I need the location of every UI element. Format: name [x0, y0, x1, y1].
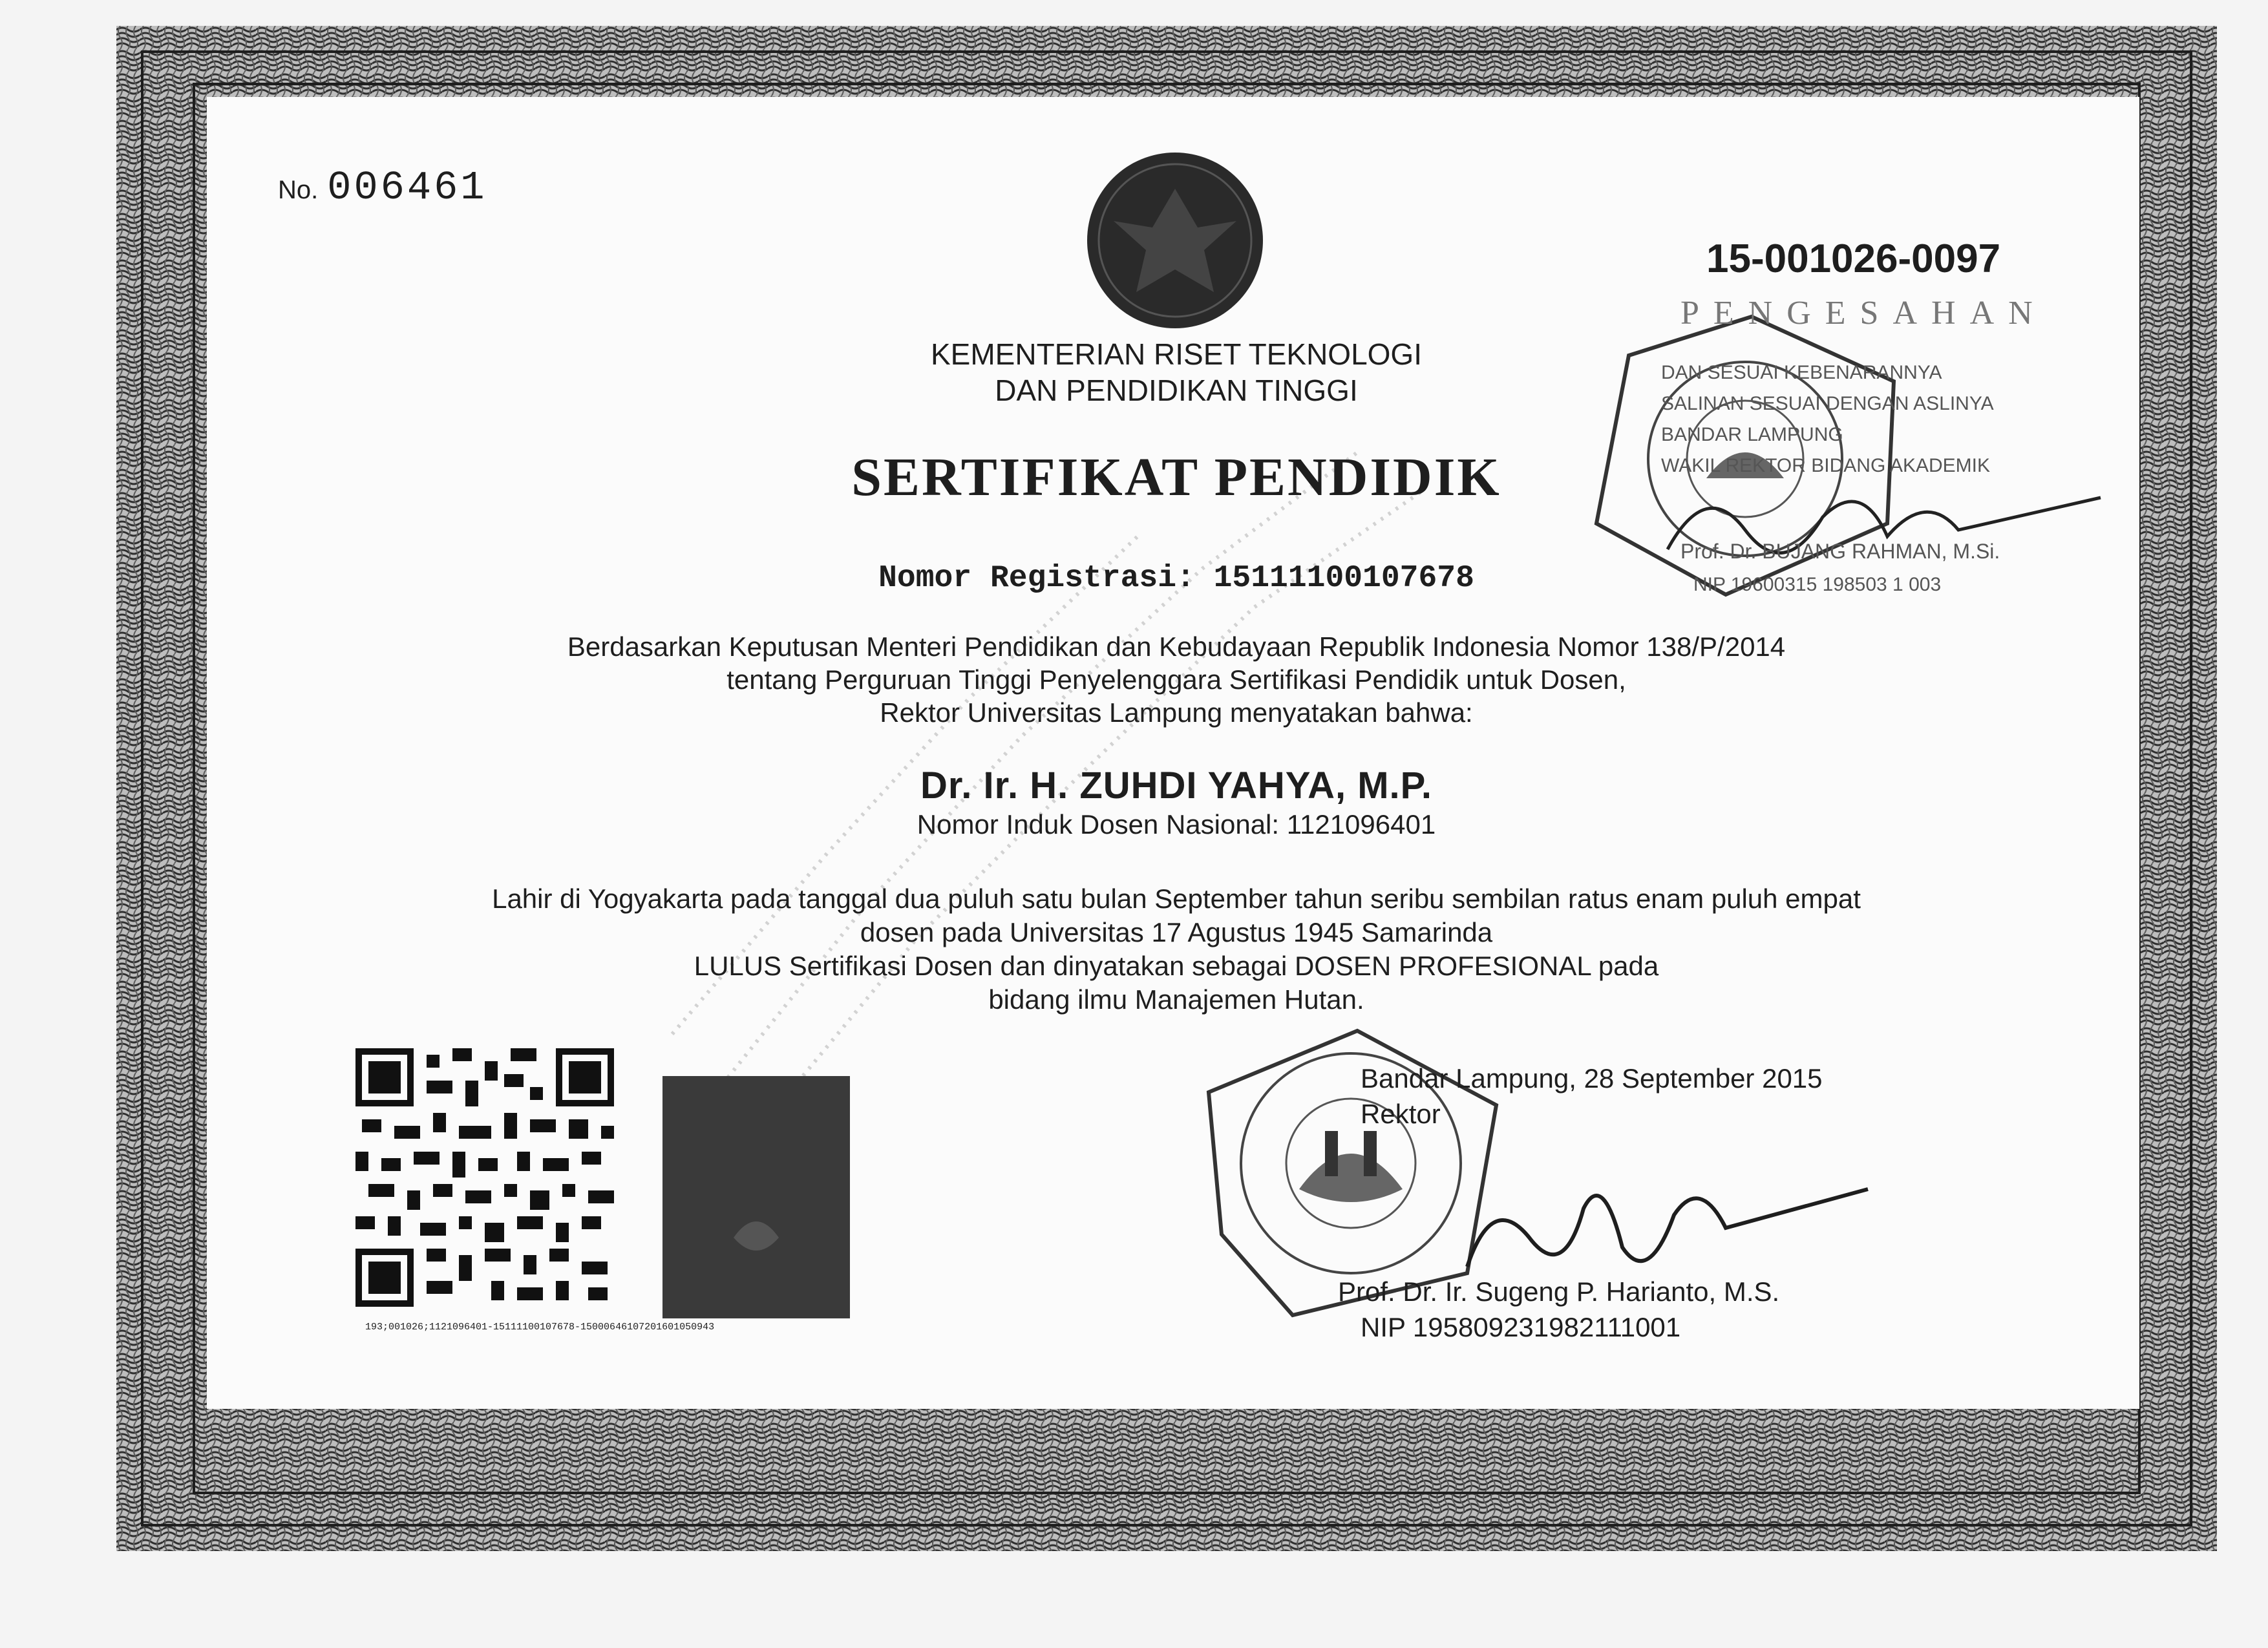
registration-code: 15-001026-0097 — [1706, 237, 2001, 281]
registration-number: Nomor Registrasi: 151111001076​78 — [878, 561, 1474, 596]
signer-nip: NIP 195809231982111001 — [1361, 1312, 1681, 1342]
ministry-line: DAN PENDIDIKAN TINGGI — [995, 374, 1358, 407]
number-value: 006461 — [327, 165, 487, 211]
basis-line: tentang Perguruan Tinggi Penyelenggara Sertifikasi Pendidik untuk Dosen, — [726, 664, 1626, 695]
holder-nidn: Nomor Induk Dosen Nasional: 1121096401 — [917, 809, 1436, 840]
statement-line: LULUS Sertifikasi Dosen dan dinyatakan sebagai DOSEN PROFESIONAL pada — [694, 951, 1659, 981]
ministry-line: KEMENTERIAN RISET TEKNOLOGI — [930, 337, 1422, 371]
signer-name: Prof. Dr. Ir. Sugeng P. Harianto, M.S. — [1338, 1276, 1780, 1307]
rector-signature-icon — [1454, 1150, 1881, 1293]
statement-line: bidang ilmu Manajemen Hutan. — [988, 984, 1364, 1015]
legalization-line: DAN SESUAI KEBENARANNYA — [1661, 362, 1942, 383]
legal-basis — [388, 630, 1965, 729]
legalization-signer-name: Prof. Dr. BUJANG RAHMAN, M.Si. — [1680, 540, 2000, 563]
holder-photo — [662, 1076, 850, 1318]
basis-line: Rektor Universitas Lampung menyatakan bahwa: — [880, 697, 1473, 728]
legalization-line: BANDAR LAMPUNG — [1661, 424, 1843, 445]
serial-code: 193;001026;1121096401-151111001076​78-150006461072016010509​43 — [365, 1322, 715, 1333]
number-label: No. — [278, 176, 319, 204]
garuda-emblem-icon — [1085, 150, 1266, 331]
qr-code-icon — [349, 1042, 620, 1313]
document-title: SERTIFIKAT PENDIDIK — [851, 447, 1501, 507]
signer-title: Rektor — [1361, 1099, 1441, 1129]
statement-line: Lahir di Yogyakarta pada tanggal dua puluh satu bulan September tahun seribu sembilan ratus enam puluh empat — [492, 883, 1861, 914]
legalization-line: SALINAN SESUAI DENGAN ASLINYA — [1661, 393, 1994, 414]
legalization-title: PENGESAHAN — [1680, 295, 2047, 332]
statement-line: dosen pada Universitas 17 Agustus 1945 Samarinda — [860, 917, 1493, 947]
legalization-signer-nip: NIP 19600315 198503 1 003 — [1693, 574, 1942, 595]
certificate-statement — [310, 882, 2042, 1017]
certificate-number — [278, 165, 487, 211]
ministry-heading — [801, 336, 1551, 408]
photo-placeholder-icon — [662, 1076, 850, 1318]
holder-name: Dr. Ir. H. ZUHDI YAHYA, M.P. — [920, 765, 1432, 807]
place-and-date: Bandar Lampung, 28 September 2015 — [1361, 1063, 1823, 1093]
basis-line: Berdasarkan Keputusan Menteri Pendidikan dan Kebudayaan Republik Indonesia Nomor 138/P/2014 — [567, 631, 1786, 662]
legalization-line: WAKIL REKTOR BIDANG AKADEMIK — [1661, 455, 1991, 476]
